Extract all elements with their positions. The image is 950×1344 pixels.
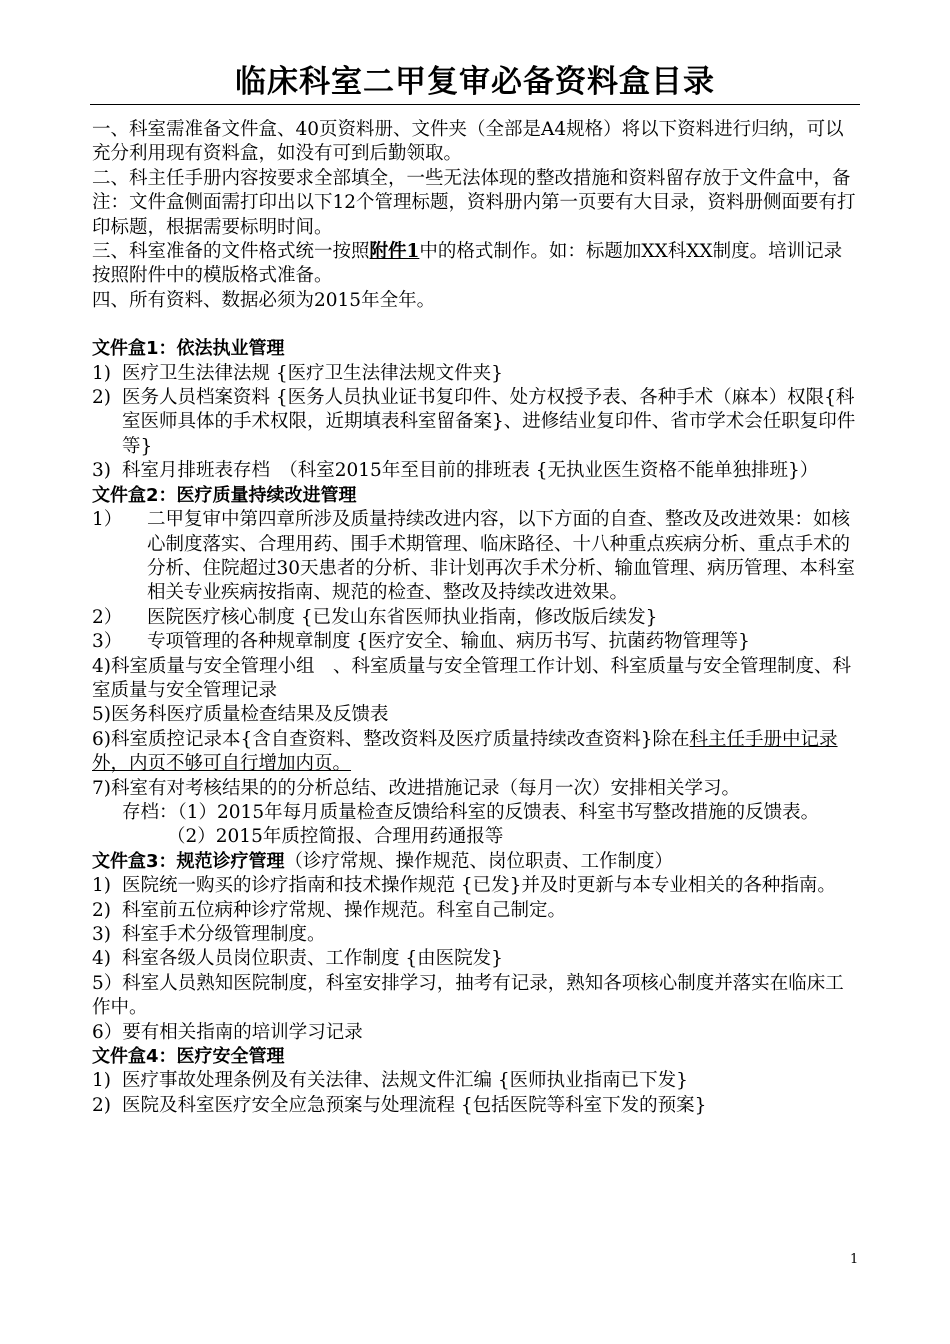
archive-line-1: 存档：（1）2015年每月质量检查反馈给科室的反馈表、科室书写整改措施的反馈表。 bbox=[122, 801, 820, 823]
item-number: 3） bbox=[92, 631, 123, 653]
box3-heading: 文件盒3：规范诊疗管理 bbox=[92, 850, 285, 872]
item-text: 医院及科室医疗安全应急预案与处理流程 {包括医院等科室下发的预案} bbox=[122, 1094, 707, 1116]
item-text: 专项管理的各种规章制度 {医疗安全、输血、病历书写、抗菌药物管理等} bbox=[147, 631, 750, 653]
box2-heading: 文件盒2：医疗质量持续改进管理 bbox=[92, 484, 357, 506]
box3-item-6: 6）要有相关指南的培训学习记录 bbox=[92, 1021, 363, 1043]
item-number: 2) bbox=[92, 899, 111, 921]
item-text: 科室月排班表存档 （科室2015年至目前的排班表 {无执业医生资格不能单独排班}） bbox=[122, 460, 819, 482]
box2-item-4: 4)科室质量与安全管理小组 、科室质量与安全管理工作计划、科室质量与安全管理制度、科室质量与安全管理记录 bbox=[92, 655, 851, 701]
item-text: 医院医疗核心制度 {已发山东省医师执业指南，修改版后续发} bbox=[147, 606, 658, 628]
item-number: 3) bbox=[92, 460, 111, 482]
item-number: 1) bbox=[92, 1070, 111, 1092]
item-text: 科室各级人员岗位职责、工作制度 {由医院发} bbox=[122, 948, 503, 970]
item-number: 2） bbox=[92, 606, 123, 628]
list-item bbox=[92, 630, 860, 654]
list-item bbox=[92, 606, 860, 630]
item-text: 医院统一购买的诊疗指南和技术操作规范 {已发}并及时更新与本专业相关的各种指南。 bbox=[122, 875, 836, 897]
box2-item-7: 7)科室有对考核结果的的分析总结、改进措施记录（每月一次）安排相关学习。 bbox=[92, 777, 740, 799]
list-item bbox=[92, 1069, 860, 1093]
page-title: 临床科室二甲复审必备资料盒目录 bbox=[235, 64, 715, 100]
page-number: 1 bbox=[850, 1252, 859, 1267]
list-item bbox=[92, 508, 860, 606]
item6-underlined: 科主任手册中记录外，内页不够可自行增加内页。 bbox=[92, 728, 838, 775]
intro-paragraph-1: 一、科室需准备文件盒、40页资料册、文件夹（全部是A4规格）将以下资料进行归纳，可以充分利用现有资料盒，如没有可到后勤领取。 bbox=[92, 119, 844, 165]
item-text: 科室手术分级管理制度。 bbox=[122, 924, 326, 945]
box1-heading: 文件盒1：依法执业管理 bbox=[92, 338, 285, 360]
list-item bbox=[92, 362, 860, 386]
attachment-link[interactable]: 附件1 bbox=[369, 241, 420, 263]
intro-paragraph-4: 四、所有资料、数据必须为2015年全年。 bbox=[92, 289, 436, 311]
box3-heading-suffix: （诊疗常规、操作规范、岗位职责、工作制度） bbox=[284, 850, 674, 872]
box3-item-5: 5）科室人员熟知医院制度，科室安排学习，抽考有记录，熟知各项核心制度并落实在临床工作中。 bbox=[92, 972, 844, 1019]
item-number: 1) bbox=[92, 875, 111, 897]
item-text: 二甲复审中第四章所涉及质量持续改进内容，以下方面的自查、整改及改进效果：如核心制度落实、合理用药、围手术期管理、临床路径、十八种重点疾病分析、重点手术的分析、住院超过30天患者的分析、非计划再次手术分析、输血管理、病历管理、本科室相关专业疾病按指南、规范的检查、整改及持续改进效果。 bbox=[147, 509, 856, 604]
intro-3-pre: 三、科室准备的文件格式统一按照 bbox=[92, 241, 370, 263]
document-body bbox=[92, 118, 860, 1118]
item-number: 4) bbox=[92, 948, 111, 970]
archive-line-2: （2）2015年质控简报、合理用药通报等 bbox=[167, 826, 504, 848]
list-item bbox=[92, 874, 860, 898]
item-number: 1) bbox=[92, 362, 111, 384]
intro-3-post: 中的格式制作。如：标题加XX科XX制度。培训记录按照附件中的模版格式准备。 bbox=[92, 241, 843, 287]
box2-item-6 bbox=[92, 728, 860, 777]
box3-heading-line bbox=[92, 850, 860, 874]
item-text: 科室前五位病种诊疗常规、操作规范。科室自己制定。 bbox=[122, 899, 567, 921]
list-item bbox=[92, 386, 860, 459]
item-number: 2) bbox=[92, 1094, 111, 1116]
item-text: 医疗事故处理条例及有关法律、法规文件汇编 {医师执业指南已下发} bbox=[122, 1070, 688, 1092]
intro-paragraph-2: 二、科主任手册内容按要求全部填全，一些无法体现的整改措施和资料留存放于文件盒中，备注：文件盒侧面需打印出以下12个管理标题，资料册内第一页要有大目录，资料册侧面要有打印标题，根据需要标明时间。 bbox=[92, 167, 856, 238]
list-item bbox=[92, 1094, 860, 1118]
title-underline bbox=[90, 104, 860, 105]
box2-item-5: 5)医务科医疗质量检查结果及反馈表 bbox=[92, 704, 389, 726]
box4-heading: 文件盒4：医疗安全管理 bbox=[92, 1046, 285, 1068]
item-number: 3) bbox=[92, 924, 111, 945]
intro-paragraph-3 bbox=[92, 240, 860, 289]
list-item bbox=[92, 947, 860, 971]
item-text: 医疗卫生法律法规 {医疗卫生法律法规文件夹} bbox=[122, 362, 503, 384]
list-item bbox=[92, 899, 860, 923]
item6-text: 6)科室质控记录本{含自查资料、整改资料及医疗质量持续改查资料}除在 bbox=[92, 728, 690, 750]
list-item bbox=[92, 459, 860, 483]
item-number: 2) bbox=[92, 387, 111, 409]
item-number: 1） bbox=[92, 509, 123, 531]
item-text: 医务人员档案资料 {医务人员执业证书复印件、处方权授予表、各种手术（麻本）权限{科室医师具体的手术权限，近期填表科室留备案}、进修结业复印件、省市学术会任职复印件等} bbox=[122, 387, 856, 457]
list-item bbox=[92, 923, 860, 947]
